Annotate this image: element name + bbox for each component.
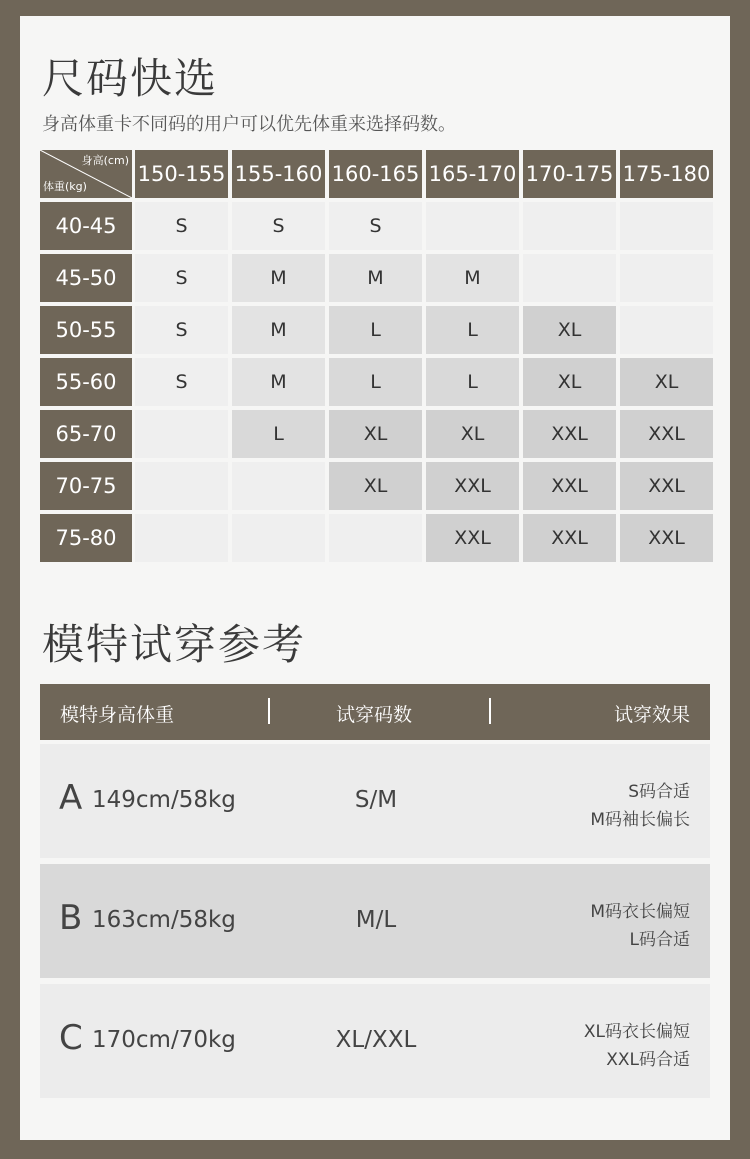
- model-height-weight: 149cm/58kg: [92, 787, 236, 813]
- model-row-a: [40, 744, 710, 858]
- size-cell: [232, 514, 325, 562]
- height-column-header: 170-175: [523, 150, 616, 198]
- size-cell: S: [232, 202, 325, 250]
- model-effect-line: XXL码合适: [606, 1050, 690, 1070]
- size-cell: [523, 202, 616, 250]
- size-cell: [620, 306, 713, 354]
- header-separator: [268, 698, 270, 724]
- size-cell: L: [232, 410, 325, 458]
- model-reference-title: 模特试穿参考: [42, 620, 307, 669]
- size-cell: L: [426, 358, 519, 406]
- size-cell: XXL: [620, 410, 713, 458]
- size-cell: [135, 514, 228, 562]
- grid-corner-header: [40, 150, 132, 198]
- weight-row-header: 75-80: [40, 514, 132, 562]
- model-try-size: S/M: [354, 787, 398, 813]
- size-cell: M: [329, 254, 422, 302]
- size-cell: S: [135, 202, 228, 250]
- weight-row-header: 40-45: [40, 202, 132, 250]
- header-try-effect: 试穿效果: [613, 704, 690, 726]
- model-row-b: [40, 864, 710, 978]
- height-column-header: 160-165: [329, 150, 422, 198]
- model-effect-line: L码合适: [629, 930, 690, 950]
- model-effect-line: M码衣长偏短: [590, 902, 690, 922]
- height-column-header: 165-170: [426, 150, 519, 198]
- size-cell: L: [329, 306, 422, 354]
- size-cell: XXL: [523, 462, 616, 510]
- model-letter: B: [59, 898, 83, 938]
- model-letter: A: [59, 778, 83, 818]
- size-quick-select-title: 尺码快选: [42, 54, 219, 103]
- size-cell: [329, 514, 422, 562]
- size-cell: S: [329, 202, 422, 250]
- size-cell: XL: [426, 410, 519, 458]
- weight-row-header: 55-60: [40, 358, 132, 406]
- header-try-size: 试穿码数: [336, 704, 413, 726]
- size-cell: XL: [329, 410, 422, 458]
- size-cell: XXL: [523, 514, 616, 562]
- size-cell: M: [426, 254, 519, 302]
- size-cell: S: [135, 306, 228, 354]
- model-effect-line: M码袖长偏长: [590, 810, 690, 830]
- size-cell: XXL: [620, 514, 713, 562]
- size-cell: [523, 254, 616, 302]
- size-cell: L: [329, 358, 422, 406]
- header-separator: [489, 698, 491, 724]
- size-cell: XL: [523, 306, 616, 354]
- weight-axis-label: 体重(kg): [43, 180, 87, 193]
- size-cell: M: [232, 306, 325, 354]
- model-effect-line: XL码衣长偏短: [583, 1022, 690, 1042]
- height-column-header: 155-160: [232, 150, 325, 198]
- size-cell: XXL: [426, 462, 519, 510]
- size-cell: XXL: [426, 514, 519, 562]
- model-height-weight: 163cm/58kg: [92, 907, 236, 933]
- weight-row-header: 45-50: [40, 254, 132, 302]
- model-row-c: [40, 984, 710, 1098]
- size-cell: [620, 254, 713, 302]
- size-cell: M: [232, 254, 325, 302]
- size-cell: [135, 462, 228, 510]
- model-effect-line: S码合适: [628, 782, 690, 802]
- size-cell: L: [426, 306, 519, 354]
- size-guide-card: [20, 16, 730, 1140]
- size-cell: M: [232, 358, 325, 406]
- height-column-header: 175-180: [620, 150, 713, 198]
- model-table-header: [40, 684, 710, 740]
- size-cell: S: [135, 358, 228, 406]
- model-height-weight: 170cm/70kg: [92, 1027, 236, 1053]
- weight-row-header: 70-75: [40, 462, 132, 510]
- height-axis-label: 身高(cm): [81, 154, 129, 167]
- size-cell: XL: [620, 358, 713, 406]
- size-cell: XXL: [620, 462, 713, 510]
- size-guide-subtitle: 身高体重卡不同码的用户可以优先体重来选择码数。: [42, 114, 456, 135]
- size-cell: XL: [523, 358, 616, 406]
- size-cell: [620, 202, 713, 250]
- size-cell: XXL: [523, 410, 616, 458]
- size-cell: S: [135, 254, 228, 302]
- model-try-size: M/L: [355, 907, 397, 933]
- size-cell: [426, 202, 519, 250]
- weight-row-header: 65-70: [40, 410, 132, 458]
- size-cell: [135, 410, 228, 458]
- header-model-body: 模特身高体重: [60, 704, 175, 726]
- model-try-size: XL/XXL: [335, 1027, 417, 1053]
- size-cell: XL: [329, 462, 422, 510]
- size-cell: [232, 462, 325, 510]
- model-letter: C: [59, 1018, 83, 1058]
- weight-row-header: 50-55: [40, 306, 132, 354]
- height-column-header: 150-155: [135, 150, 228, 198]
